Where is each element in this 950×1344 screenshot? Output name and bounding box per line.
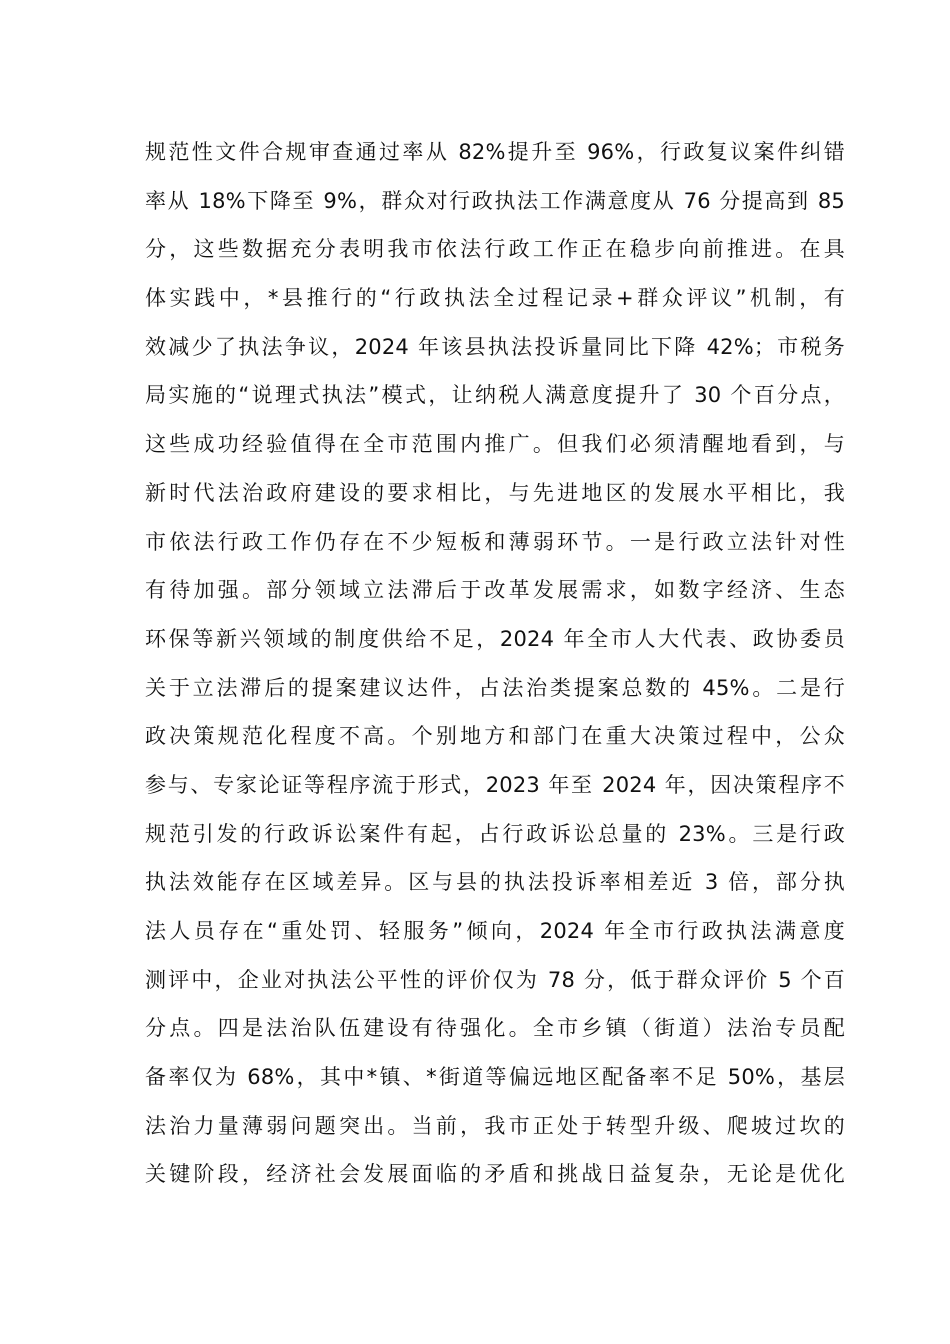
text-line: 局实施的“说理式执法”模式，让纳税人满意度提升了 30 个百分点， xyxy=(145,383,845,408)
text-line: 分，这些数据充分表明我市依法行政工作正在稳步向前推进。在具 xyxy=(145,237,845,262)
body-paragraph xyxy=(145,128,845,1199)
text-line: 法治力量薄弱问题突出。当前，我市正处于转型升级、爬坡过坎的 xyxy=(145,1113,845,1138)
text-line: 规范引发的行政诉讼案件有起，占行政诉讼总量的 23%。三是行政 xyxy=(145,821,845,846)
text-line: 分点。四是法治队伍建设有待强化。全市乡镇（街道）法治专员配 xyxy=(145,1016,845,1041)
text-line: 关于立法滞后的提案建议达件，占法治类提案总数的 45%。二是行 xyxy=(145,675,845,700)
text-line: 体实践中，*县推行的“行政执法全过程记录+群众评议”机制，有 xyxy=(145,286,845,311)
text-line: 参与、专家论证等程序流于形式，2023 年至 2024 年，因决策程序不 xyxy=(145,772,845,797)
text-line: 政决策规范化程度不高。个别地方和部门在重大决策过程中，公众 xyxy=(145,724,845,749)
text-line: 新时代法治政府建设的要求相比，与先进地区的发展水平相比，我 xyxy=(145,480,845,505)
text-line: 法人员存在“重处罚、轻服务”倾向，2024 年全市行政执法满意度 xyxy=(145,919,845,943)
text-line: 执法效能存在区域差异。区与县的执法投诉率相差近 3 倍，部分执 xyxy=(145,870,845,895)
text-line: 这些成功经验值得在全市范围内推广。但我们必须清醒地看到，与 xyxy=(145,432,845,457)
text-line: 规范性文件合规审查通过率从 82%提升至 96%，行政复议案件纠错 xyxy=(145,140,845,164)
text-line: 效减少了执法争议，2024 年该县执法投诉量同比下降 42%；市税务 xyxy=(145,334,845,359)
text-line: 测评中，企业对执法公平性的评价仅为 78 分，低于群众评价 5 个百 xyxy=(145,967,845,992)
text-line: 备率仅为 68%，其中*镇、*街道等偏远地区配备率不足 50%，基层 xyxy=(145,1065,845,1090)
text-line: 市依法行政工作仍存在不少短板和薄弱环节。一是行政立法针对性 xyxy=(145,529,845,554)
text-line: 关键阶段，经济社会发展面临的矛盾和挑战日益复杂，无论是优化 xyxy=(145,1162,845,1187)
text-line: 环保等新兴领域的制度供给不足，2024 年全市人大代表、政协委员 xyxy=(145,626,845,651)
text-line: 有待加强。部分领域立法滞后于改革发展需求，如数字经济、生态 xyxy=(145,578,845,603)
text-line: 率从 18%下降至 9%，群众对行政执法工作满意度从 76 分提高到 85 xyxy=(145,188,845,213)
